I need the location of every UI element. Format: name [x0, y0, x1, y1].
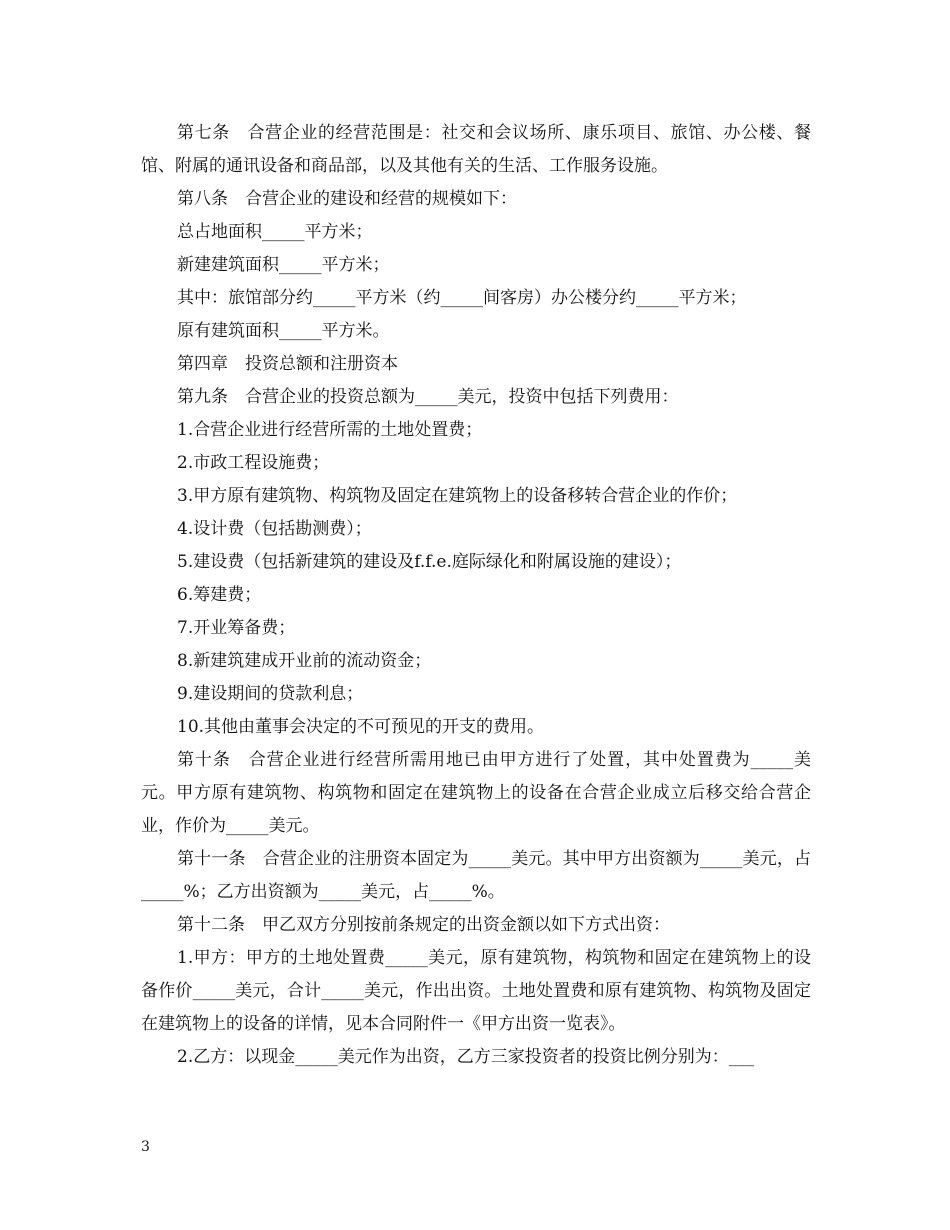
list-item-10: 10.其他由董事会决定的不可预见的开支的费用。	[177, 717, 545, 737]
article-7-paragraph: 第七条 合营企业的经营范围是：社交和会议场所、康乐项目、旅馆、办公楼、餐馆、附属的通讯设备和商品部，以及其他有关的生活、工作服务设施。	[141, 123, 811, 176]
document-body	[141, 117, 811, 1074]
article-9-paragraph: 第九条 合营企业的投资总额为_____美元，投资中包括下列费用：	[177, 387, 679, 407]
total-land-area-line: 总占地面积_____平方米；	[177, 222, 373, 242]
list-item-9: 9.建设期间的贷款利息；	[177, 684, 364, 704]
chapter-4-heading: 第四章 投资总额和注册资本	[177, 354, 398, 374]
article-12-paragraph: 第十二条 甲乙双方分别按前条规定的出资金额以如下方式出资：	[177, 915, 670, 935]
article-10-paragraph: 第十条 合营企业进行经营所需用地已由甲方进行了处置，其中处置费为_____美元。甲方原有建筑物、构筑物和固定在建筑物上的设备在合营企业成立后移交给合营企业，作价为_____美元。	[141, 750, 811, 836]
list-item-7: 7.开业筹备费；	[177, 618, 296, 638]
article-11-paragraph: 第十一条 合营企业的注册资本固定为_____美元。其中甲方出资额为_____美元，占_____%；乙方出资额为_____美元，占_____%。	[141, 849, 811, 902]
article-8-paragraph: 第八条 合营企业的建设和经营的规模如下：	[177, 189, 517, 209]
list-item-2: 2.市政工程设施费；	[177, 453, 330, 473]
list-item-6: 6.筹建费；	[177, 585, 262, 605]
hotel-office-area-line: 其中：旅馆部分约_____平方米（约_____间客房）办公楼分约_____平方米；	[177, 288, 747, 308]
list-item-4: 4.设计费（包括勘测费）；	[177, 519, 372, 539]
party-b-contribution-paragraph: 2.乙方：以现金_____美元作为出资，乙方三家投资者的投资比例分别为：___	[177, 1047, 755, 1067]
list-item-8: 8.新建筑建成开业前的流动资金；	[177, 651, 432, 671]
list-item-3: 3.甲方原有建筑物、构筑物及固定在建筑物上的设备移转合营企业的作价；	[177, 486, 738, 506]
list-item-5: 5.建设费（包括新建筑的建设及f.f.e.庭际绿化和附属设施的建设）；	[177, 552, 682, 572]
list-item-1: 1.合营企业进行经营所需的土地处置费；	[177, 420, 483, 440]
page-number: 3	[141, 1139, 150, 1155]
new-building-area-line: 新建建筑面积_____平方米；	[177, 255, 390, 275]
existing-building-area-line: 原有建筑面积_____平方米。	[177, 321, 390, 341]
party-a-contribution-paragraph: 1.甲方：甲方的土地处置费_____美元，原有建筑物，构筑物和固定在建筑物上的设备作价_____美元，合计_____美元，作出出资。土地处置费和原有建筑物、构筑物及固定在建筑物上的设备的详情，见本合同附件一《甲方出资一览表》。	[141, 948, 811, 1034]
